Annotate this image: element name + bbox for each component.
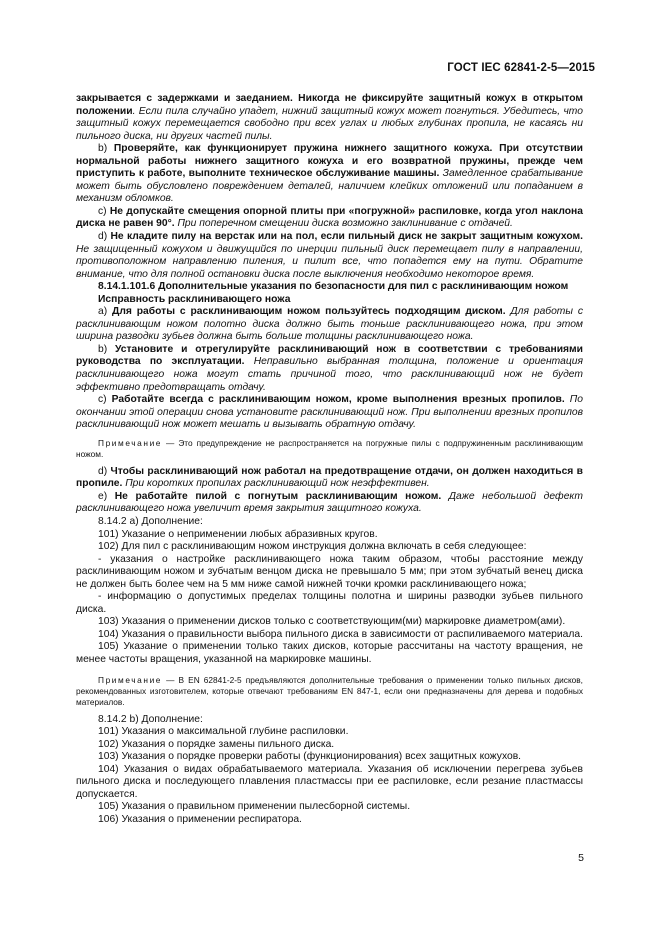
item-label: d): [98, 231, 111, 243]
list-item-b-106: 106) Указания о применении респиратора.: [98, 813, 302, 825]
list-item-102: 102) Для пил с расклинивающим ножом инструкция должна включать в себя следующее:: [98, 541, 527, 553]
note-plunge-saws: [76, 438, 583, 460]
italic-text: При коротких пропилах расклинивающий нож неэффективен.: [122, 478, 430, 490]
item-label: b): [98, 143, 114, 155]
italic-text: По окончании этой операции снова установите расклинивающий нож. При выполнении врезных пропилов расклинивающий нож может мешать и вызывать обратную отдачу.: [76, 394, 583, 431]
page-number: 5: [578, 852, 584, 864]
addition-a-heading: 8.14.2 a) Дополнение:: [98, 515, 203, 527]
note-en-62841: [76, 675, 583, 708]
bold-text: Работайте всегда с расклинивающим ножом, кроме выполнения врезных пропилов.: [111, 394, 565, 406]
bold-text: Не работайте пилой с погнутым расклинивающим ножом.: [114, 490, 442, 502]
paragraph-d-knife-in-kerf: [76, 466, 583, 491]
dash-item-knife-setup: - указания о настройке расклинивающего ножа таким образом, чтобы расстояние между расклинивающим ножом и зубчатым венцом диска не превышало 5 мм; при этом зубчатый венец диска не должен быть более чем на 5 мм ниже самой нижней точки кромки расклинивающего ножа;: [76, 553, 583, 590]
italic-text: При поперечном смещении диска возможно заклинивание с отдачей.: [174, 218, 513, 230]
item-label: c): [98, 394, 112, 406]
item-label: a): [98, 306, 113, 318]
paragraph-b-spring-check: [76, 143, 583, 206]
list-item-101: 101) Указание о неприменении любых абразивных кругов.: [98, 528, 378, 540]
paragraph-guard-closure: [76, 93, 583, 143]
paragraph-b-riving-knife-adjust: [76, 344, 583, 394]
list-item-b-101: 101) Указания о максимальной глубине распиловки.: [98, 726, 349, 738]
item-label: d): [98, 465, 111, 477]
italic-text: Не защищенный кожухом и движущийся по инерции пильный диск перемещает пилу в направлении, противоположном направлению пиления, и пилит все, что попадется ему на пути. Обратите внимание, что для полной остановки диска после выключения необходимо некоторое время.: [76, 243, 583, 280]
list-item-105: 105) Указание о применении только таких дисков, которые рассчитаны на частоту вращения, не менее частоты вращения, указанной на маркировке машины.: [76, 641, 583, 665]
item-label: e): [98, 490, 115, 502]
list-item-b-102: 102) Указания о порядке замены пильного диска.: [98, 738, 335, 750]
italic-text: Неправильно выбранная толщина, положение и ориентация расклинивающего ножа могут стать причиной того, что расклинивающий нож не будет эффективно предотвращать отдачу.: [76, 356, 583, 393]
page-header-standard-title: ГОСТ IEC 62841-2-5—2015: [447, 62, 595, 74]
addition-b-heading: 8.14.2 b) Дополнение:: [98, 713, 203, 725]
italic-text: Даже небольшой дефект расклинивающего ножа увеличит время закрытия защитного кожуха.: [76, 490, 583, 515]
bold-text: Чтобы расклинивающий нож работал на предотвращение отдачи, он должен находиться в пропиле.: [76, 465, 583, 490]
italic-text: Для работы с расклинивающим ножом полотно диска должно быть тоньше расклинивающего ножа, при этом ширина разводки зубьев должна быть больше толщины расклинивающего ножа.: [76, 306, 583, 343]
list-item-104: 104) Указания о правильности выбора пильного диска в зависимости от распиливаемого материала.: [98, 628, 583, 640]
section-heading: 8.14.1.101.6 Дополнительные указания по безопасности для пил с расклинивающим ножом: [98, 281, 569, 293]
bold-text: Проверяйте, как функционирует пружина нижнего защитного кожуха. При отсутствии нормальной работы нижнего защитного кожуха и его возвратной пружины, прежде чем приступить к работе, выполните техническое обслуживание машины.: [76, 143, 583, 180]
item-label: b): [98, 343, 116, 355]
italic-text: . Если пила случайно упадет, нижний защитный кожух может погнуться. Убедитесь, что защитный кожух перемещается свободно при всех углах и любых глубинах пропила, не касаясь ни пильного диска, ни других частей пилы.: [76, 105, 583, 142]
bold-text: Не допускайте смещения опорной плиты при «погружной» распиловке, когда угол наклона диска не равен 90°.: [76, 205, 583, 230]
paragraph-c-base-plate: [76, 206, 583, 231]
italic-text: Замедленное срабатывание может быть обусловлено повреждением деталей, наличием клейких отложений или попаданием в механизм обломков.: [76, 168, 583, 205]
note-text: — Это предупреждение не распространяется на погружные пилы с подпружиненным расклинивающим ножом.: [76, 437, 583, 459]
note-label: Примечание: [98, 437, 163, 448]
list-item-b-103: 103) Указания о порядке проверки работы (функционирования) всех защитных кожухов.: [98, 751, 522, 763]
note-text: — В EN 62841-2-5 предъявляются дополнительные требования о применении только пильных дисков, рекомендованных изготовителем, которые отвечают требованиям EN 847-1, если они предназначены для дерева и подобных материалов.: [76, 674, 583, 707]
list-item-b-105: 105) Указания о правильном применении пылесборной системы.: [98, 801, 411, 813]
paragraph-a-riving-knife-disc: [76, 306, 583, 344]
list-item-103: 103) Указания о применении дисков только с соответствующим(ми) маркировке диаметром(ами).: [98, 616, 566, 628]
bold-text: закрывается с задержками и заеданием. Никогда не фиксируйте защитный кожух в открытом положении: [76, 93, 583, 117]
paragraph-e-bent-knife: [76, 491, 583, 516]
item-label: c): [98, 205, 110, 217]
bold-text: Установите и отрегулируйте расклинивающий нож в соответствии с требованиями руководства по эксплуатации.: [76, 343, 583, 368]
bold-text: Не кладите пилу на верстак или на пол, если пильный диск не закрыт защитным кожухом.: [110, 231, 583, 243]
paragraph-d-saw-placement: [76, 231, 583, 281]
section-subheading: Исправность расклинивающего ножа: [98, 293, 291, 305]
dash-item-thickness-limits: - информацию о допустимых пределах толщины полотна и ширины разводки зубьев пильного диска.: [76, 591, 583, 615]
paragraph-c-always-riving-knife: [76, 394, 583, 432]
list-item-b-104: 104) Указания о видах обрабатываемого материала. Указания об исключении перегрева зубьев пильного диска и последующего плавления пластмассы при ее распиловке, если резание пластмассы допускается.: [76, 763, 583, 800]
document-body: [76, 93, 583, 826]
note-label: Примечание: [98, 674, 163, 685]
bold-text: Для работы с расклинивающим ножом пользуйтесь подходящим диском.: [112, 306, 506, 318]
